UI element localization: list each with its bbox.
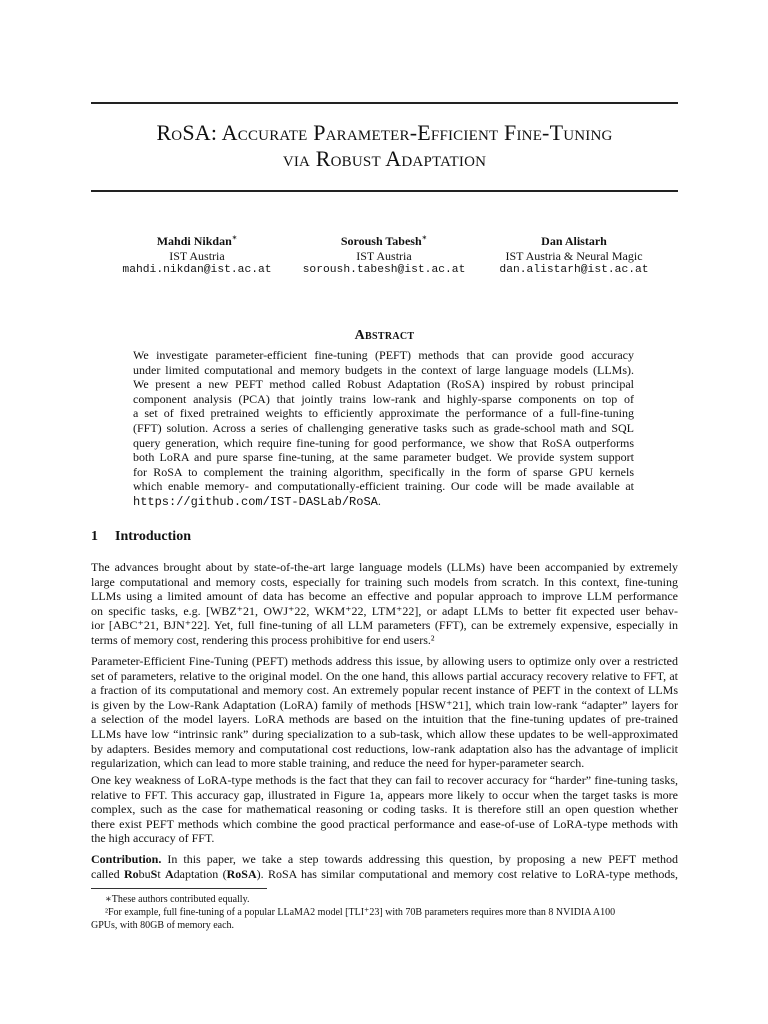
- paragraph-line: The advances brought about by state-of-the-art large language models (LLMs) have been accompanied by extremely: [91, 560, 678, 574]
- author-block-2: [274, 234, 494, 278]
- paragraph-line: by adapters. Besides memory and computational cost reductions, low-rank adaptation also has the advantage of implicit: [91, 741, 678, 756]
- paragraph-line: LLMs using a limited amount of data has become an effective and popular approach to improve LLM performance: [91, 589, 678, 604]
- paper-title: [91, 120, 678, 172]
- title-line-1: RoSA: Accurate Parameter-Efficient Fine-Tuning: [156, 120, 613, 145]
- abstract-line: a set of fixed pretrained weights to efficiently approximate the performance of a full-fine-tuning: [133, 406, 634, 421]
- section-heading: [91, 529, 191, 545]
- abstract-line: for RoSA to complement the training algorithm, specifically in the form of sparse GPU kernels: [133, 464, 634, 479]
- contribution-label: Contribution.: [91, 852, 162, 866]
- abstract-line-url: https://github.com/IST-DASLab/RoSA.: [133, 493, 381, 509]
- paragraph-line: LLMs have low “intrinsic rank” during specialization to a sub-task, which allow these updates to be well-approximated: [91, 726, 678, 741]
- paragraph-line: terms of memory cost, rendering this process prohibitive for end users.²: [91, 632, 435, 647]
- abstract-line: both LoRA and pure sparse fine-tuning, at the same parameter budget. We provide system support: [133, 450, 634, 465]
- abstract-heading: Abstract: [354, 328, 415, 343]
- author-affiliation: IST Austria: [169, 248, 225, 263]
- paragraph-line: there exist PEFT methods which combine the good practical performance and ease-of-use of LoRA-type methods with: [91, 816, 678, 831]
- footnote-2-cont: GPUs, with 80GB of memory each.: [91, 920, 235, 931]
- abstract-body: [133, 348, 634, 510]
- paragraph-1: [91, 560, 678, 648]
- paragraph-line: a selection of the model layers. LoRA methods are based on the intuition that the fine-tuning updates of pre-trained: [91, 712, 678, 727]
- paragraph-line: Contribution. In this paper, we take a step towards addressing this question, by proposing a new PEFT method: [91, 852, 678, 866]
- paragraph-line: relative to FFT. This accuracy gap, illustrated in Figure 1a, appears more likely to occur when the target tasks is more: [91, 787, 678, 802]
- paragraph-3: [91, 773, 678, 846]
- title-top-rule: [91, 102, 678, 104]
- author-name: Dan Alistarh: [541, 234, 607, 248]
- abstract-line: (FFT) solution. Across a series of challenging generative tasks such as grade-school math and SQL: [133, 420, 634, 435]
- paragraph-contribution: [91, 852, 678, 881]
- author-affiliation: IST Austria & Neural Magic: [505, 248, 643, 263]
- paragraph-line: on specific tasks, e.g. [WBZ⁺21, OWJ⁺22, WKM⁺22, LTM⁺22], or adapt LLMs to better fit expected user behav-: [91, 603, 678, 618]
- abstract-line: query generation, which require fine-tuning for good performance, we show that RoSA outperforms: [133, 435, 634, 450]
- title-bottom-rule: [91, 190, 678, 192]
- author-email[interactable]: mahdi.nikdan@ist.ac.at: [122, 264, 272, 276]
- paragraph-line: regularization, which can lead to more stable training, and reduce the need for hyper-parameter search.: [91, 756, 585, 771]
- footnotes: [91, 893, 678, 932]
- section-number: 1: [91, 529, 98, 544]
- paragraph-line: large computational and memory costs, especially for training such models from scratch. In this context, fine-tuning: [91, 574, 678, 589]
- author-name: Soroush Tabesh∗: [340, 233, 428, 248]
- footnote-2: ²For example, full fine-tuning of a popular LLaMA2 model [TLI⁺23] with 70B parameters requires more than 8 NVIDIA A100: [105, 907, 616, 918]
- paragraph-line: Parameter-Efficient Fine-Tuning (PEFT) methods address this issue, by allowing users to optimize only over a restricted: [91, 654, 678, 668]
- abstract-line: under limited computational and memory budgets in the context of large language models (LLMs).: [133, 362, 634, 377]
- section-title: Introduction: [115, 529, 191, 544]
- paragraph-line: called RobuSt Adaptation (RoSA). RoSA has similar computational and memory cost relative to LoRA-type methods,: [91, 866, 678, 881]
- paragraph-line: set of parameters, relative to the original model. On the one hand, this allows partial accuracy recovery relative to FFT, at: [91, 668, 678, 683]
- author-email[interactable]: soroush.tabesh@ist.ac.at: [302, 264, 466, 276]
- paragraph-line: ior [ABC⁺21, BJN⁺22]. Yet, full fine-tuning of all LLM parameters (FFT), can be extremely expensive, especially in: [91, 618, 678, 633]
- abstract-line: We investigate parameter-efficient fine-tuning (PEFT) methods that can provide good accuracy: [133, 348, 634, 362]
- footnote-rule: [91, 888, 267, 889]
- code-url-link[interactable]: https://github.com/IST-DASLab/RoSA: [133, 494, 378, 509]
- author-email[interactable]: dan.alistarh@ist.ac.at: [499, 264, 649, 276]
- footnote-1: ∗These authors contributed equally.: [105, 894, 250, 905]
- paragraph-line: is given by the Low-Rank Adaptation (LoRA) family of methods [HSW⁺21], which train low-rank “adapter” layers for: [91, 697, 678, 712]
- abstract-line: We present a new PEFT method called Robust Adaptation (RoSA) inspired by robust principal: [133, 377, 634, 392]
- paragraph-line: a fraction of its computational and memory cost. An extremely popular recent instance of PEFT in the context of LLMs: [91, 683, 678, 698]
- paragraph-line: One key weakness of LoRA-type methods is the fact that they can fail to recover accuracy for “harder” fine-tuning tasks,: [91, 773, 678, 787]
- abstract-line: which enable memory- and computationally-efficient training. Our code will be made available at: [133, 479, 634, 494]
- paragraph-2: [91, 654, 678, 771]
- paragraph-line: complex, such as the case for mathematical reasoning or coding tasks. It is therefore still an open question whether: [91, 802, 678, 817]
- author-block-3: [464, 234, 684, 278]
- author-name: Mahdi Nikdan∗: [156, 233, 238, 248]
- abstract-line: component analysis (PCA) that jointly trains low-rank and highly-sparse components on top of: [133, 391, 634, 406]
- author-affiliation: IST Austria: [356, 248, 412, 263]
- title-line-2: via Robust Adaptation: [282, 146, 487, 171]
- paragraph-line: the high accuracy of FFT.: [91, 831, 215, 846]
